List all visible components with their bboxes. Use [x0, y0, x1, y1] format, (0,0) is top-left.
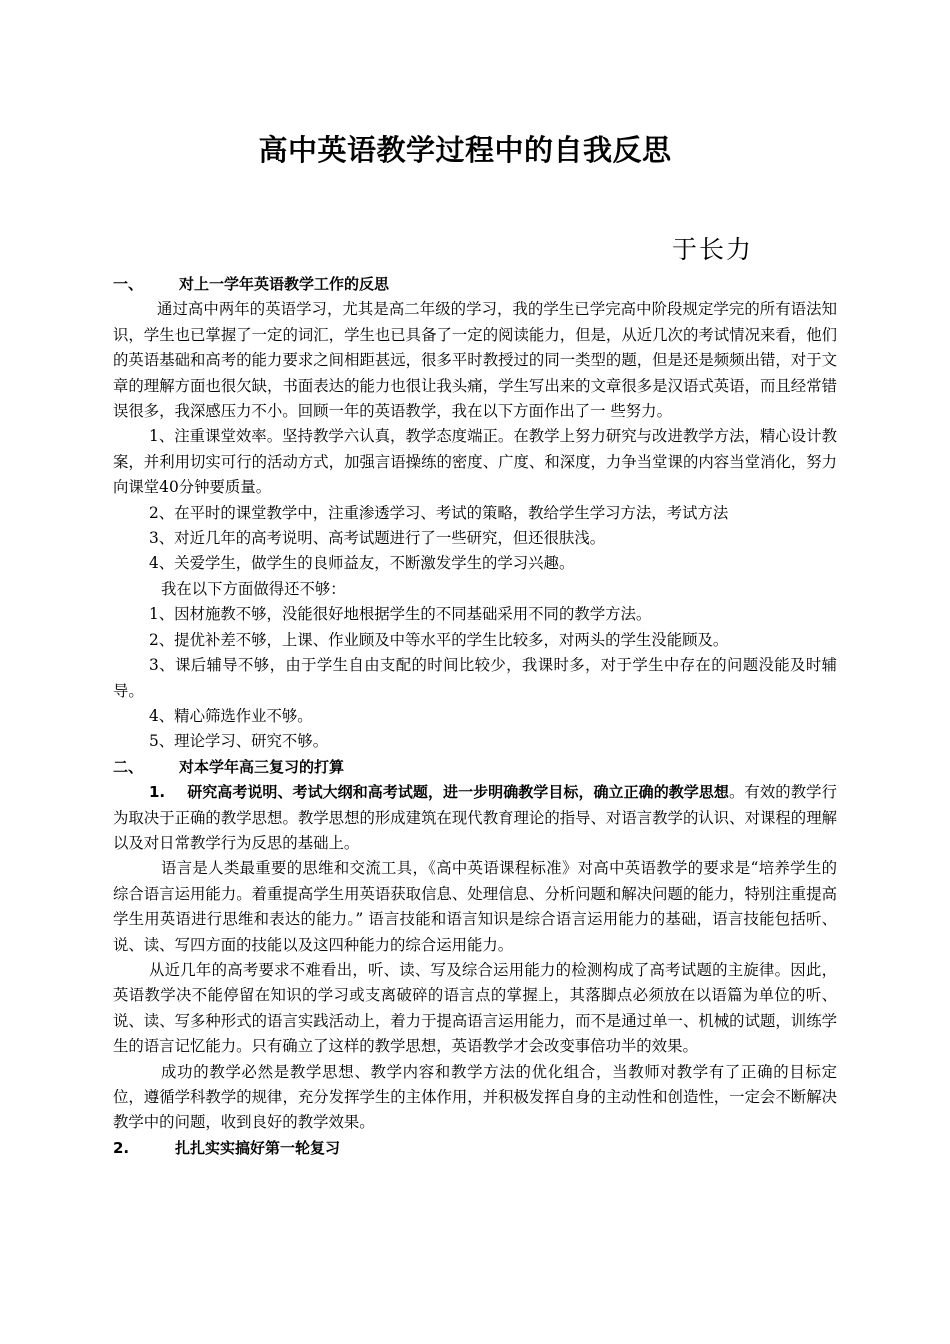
effort-item-1: 1、注重课堂效率。坚持教学六认真，教学态度端正。在教学上努力研究与改进教学方法，精心设计教案，并利用切实可行的活动方式，加强言语操练的密度、广度、和深度，力争当堂课的内容当堂消化，努力向课堂40分钟要质量。 [113, 427, 837, 497]
section-2-number: 二、 [113, 757, 144, 776]
shortfall-item-2: 2、提优补差不够，上课、作业顾及中等水平的学生比较多，对两头的学生没能顾及。 [149, 630, 729, 649]
shortfall-item-3: 3、课后辅导不够，由于学生自由支配的时间比较少，我课时多，对于学生中存在的问题没能及时辅导。 [113, 656, 837, 700]
document-title: 高中英语教学过程中的自我反思 [258, 133, 672, 167]
section-2-heading [113, 755, 837, 780]
section-1-title: 对上一学年英语教学工作的反思 [179, 275, 390, 293]
effort-item-3: 3、对近几年的高考说明、高考试题进行了一些研究，但还很肤浅。 [149, 529, 606, 548]
item-1-text: 。有效的教学行为取决于正确的教学思想。教学思想的形成建筑在现代教育理论的指导、对语言教学的认识、对课程的理解以及对日常教学行为反思的基础上。 [113, 783, 837, 852]
section-2-item-2-heading [113, 1136, 837, 1161]
paragraph-language: 语言是人类最重要的思维和交流工具，《高中英语课程标准》对高中英语教学的要求是“培养学生的综合语言运用能力。着重提高学生用英语获取信息、处理信息、分析问题和解决问题的能力，特别注重提高学生用英语进行思维和表达的能力。” 语言技能和语言知识是综合语言运用能力的基础，语言技能包括听、说、读、写四方面的技能以及这四种能力的综合运用能力。 [113, 859, 837, 954]
shortfall-intro: 我在以下方面做得还不够： [161, 579, 346, 598]
section-2-item-1 [113, 780, 837, 856]
effort-item-4: 4、关爱学生，做学生的良师益友，不断激发学生的学习兴趣。 [149, 554, 575, 573]
section-1-heading [113, 272, 837, 297]
document-body [113, 272, 837, 1161]
item-1-lead: 研究高考说明、考试大纲和高考试题，进一步明确教学目标，确立正确的教学思想 [187, 783, 729, 802]
author-name: 于长力 [672, 235, 754, 264]
shortfall-item-4: 4、精心筛选作业不够。 [149, 706, 313, 725]
paragraph-successful-teaching: 成功的教学必然是教学思想、教学内容和教学方法的优化组合，当教师对教学有了正确的目标定位，遵循学科教学的规律，充分发挥学生的主体作用，并积极发挥自身的主动性和创造性，一定会不断解决教学中的问题，收到良好的教学效果。 [113, 1062, 837, 1132]
shortfall-item-1: 1、因材施教不够，没能很好地根据学生的不同基础采用不同的教学方法。 [149, 605, 652, 624]
shortfall-item-5: 5、理论学习、研究不够。 [149, 732, 329, 751]
effort-item-2: 2、在平时的课堂教学中，注重渗透学习、考试的策略，教给学生学习方法，考试方法 [149, 503, 729, 522]
item-1-number: 1. [149, 783, 166, 802]
item-2-title: 扎扎实实搞好第一轮复习 [175, 1138, 341, 1157]
paragraph-exam-requirements: 从近几年的高考要求不难看出，听、读、写及综合运用能力的检测构成了高考试题的主旋律。因此，英语教学决不能停留在知识的学习或支离破碎的语言点的掌握上，其落脚点必须放在以语篇为单位的听、说、读、写多种形式的语言实践活动上，着力于提高语言运用能力，而不是通过单一、机械的试题，训练学生的语言记忆能力。只有确立了这样的教学思想，英语教学才会改变事倍功半的效果。 [113, 960, 837, 1056]
section-1-number: 一、 [113, 275, 144, 293]
section-2-title: 对本学年高三复习的打算 [179, 757, 345, 776]
item-2-number: 2. [113, 1138, 130, 1157]
section-1-intro-paragraph: 通过高中两年的英语学习，尤其是高二年级的学习，我的学生已学完高中阶段规定学完的所有语法知识，学生也已掌握了一定的词汇，学生也已具备了一定的阅读能力，但是，从近几次的考试情况来看，他们的英语基础和高考的能力要求之间相距甚远，很多平时教授过的同一类型的题，但是还是频频出错，对于文章的理解方面也很欠缺，书面表达的能力也很让我头痛，学生写出来的文章很多是汉语式英语，而且经常错误很多，我深感压力不小。回顾一年的英语教学，我在以下方面作出了一 些努力。 [113, 300, 837, 421]
